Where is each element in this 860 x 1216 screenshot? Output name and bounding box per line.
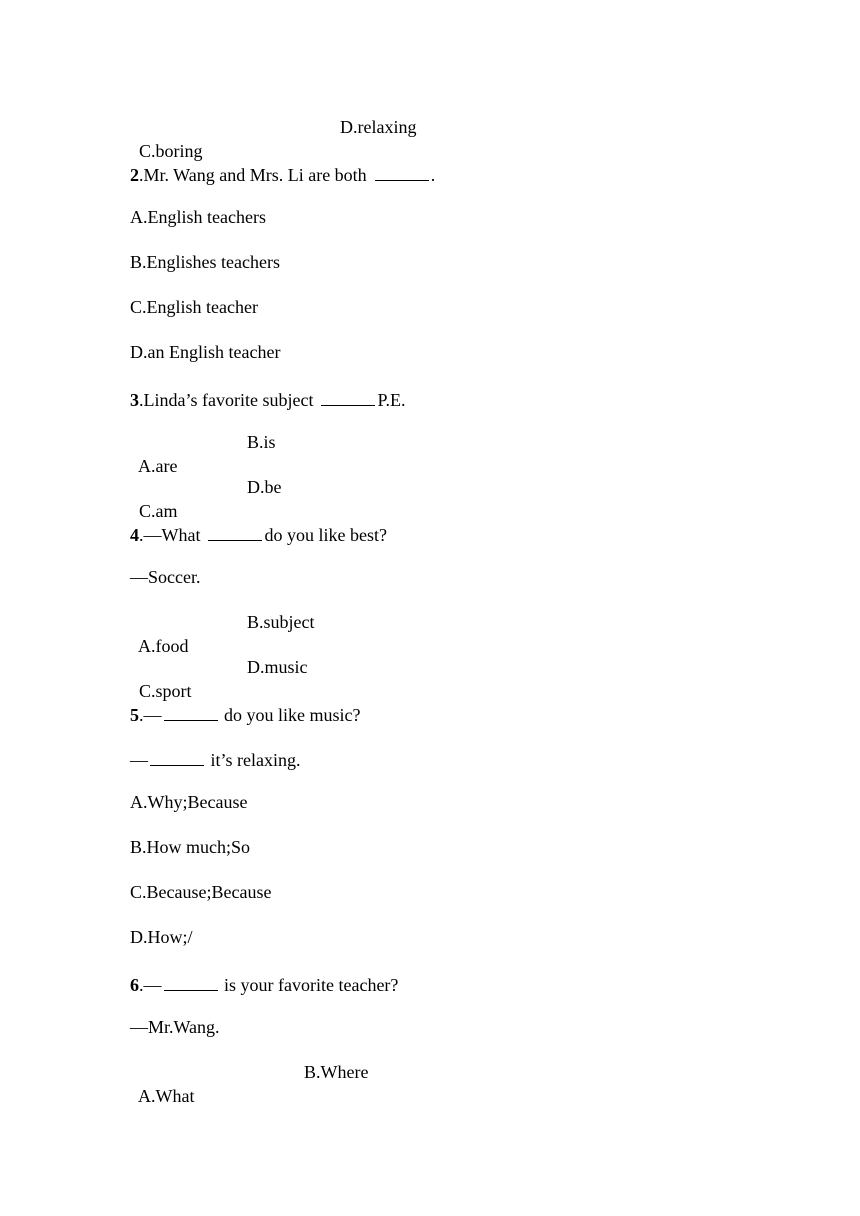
q5-option-b: B.How much;So (130, 837, 251, 857)
q4-options-ab (130, 610, 315, 656)
q3-option-d: D.be (247, 477, 282, 497)
q5-line2 (130, 745, 300, 769)
q5-line2-a: — (130, 750, 148, 770)
q3-option-c: C.am (139, 501, 178, 521)
q4-text-b: do you like best? (264, 525, 387, 545)
q5-text-a: .— (139, 705, 162, 725)
q3-blank (321, 385, 375, 406)
q6-blank (164, 970, 218, 991)
q5-blank-1 (164, 700, 218, 721)
q2-option-a: A.English teachers (130, 207, 266, 227)
q4-option-a: A.food (138, 636, 189, 656)
q3-options-ab (130, 430, 276, 476)
q3-option-b: B.is (247, 432, 276, 452)
q3-number: 3 (130, 390, 139, 410)
q6-stem (130, 970, 398, 994)
q6-option-a: A.What (138, 1086, 195, 1106)
q6-option-b: B.Where (304, 1062, 369, 1082)
q6-text-a: .— (139, 975, 162, 995)
q2-text-b: . (430, 165, 436, 185)
q2-number: 2 (130, 165, 139, 185)
q4-number: 4 (130, 525, 139, 545)
q4-blank (208, 520, 262, 541)
q1-options-cd (130, 115, 417, 161)
q3-option-a: A.are (138, 456, 178, 476)
q6-number: 6 (130, 975, 139, 995)
q4-stem (130, 520, 387, 544)
q5-line2-b: it’s relaxing. (206, 750, 301, 770)
q6-options-ab (130, 1060, 369, 1106)
q3-text-b: P.E. (377, 390, 406, 410)
q5-number: 5 (130, 705, 139, 725)
q1-option-c: C.boring (139, 141, 203, 161)
q6-answer: —Mr.Wang. (130, 1017, 220, 1037)
q4-option-b: B.subject (247, 612, 315, 632)
q5-text-b: do you like music? (219, 705, 361, 725)
q5-blank-2 (150, 745, 204, 766)
q5-option-d: D.How;/ (130, 927, 193, 947)
q2-option-d: D.an English teacher (130, 342, 281, 362)
q4-text-a: .—What (139, 525, 201, 545)
q6-text-b: is your favorite teacher? (219, 975, 399, 995)
q4-option-c: C.sport (139, 681, 192, 701)
q2-option-c: C.English teacher (130, 297, 258, 317)
q3-stem (130, 385, 405, 409)
q3-text-a: .Linda’s favorite subject (139, 390, 314, 410)
q2-option-b: B.Englishes teachers (130, 252, 280, 272)
q4-answer: —Soccer. (130, 567, 201, 587)
q3-options-cd (130, 475, 282, 521)
q5-stem (130, 700, 360, 724)
q5-option-c: C.Because;Because (130, 882, 272, 902)
q5-option-a: A.Why;Because (130, 792, 248, 812)
q1-option-d: D.relaxing (340, 117, 417, 137)
q2-blank (375, 160, 429, 181)
q2-stem (130, 160, 435, 184)
q4-option-d: D.music (247, 657, 308, 677)
q4-options-cd (130, 655, 308, 701)
q2-text-a: .Mr. Wang and Mrs. Li are both (139, 165, 367, 185)
